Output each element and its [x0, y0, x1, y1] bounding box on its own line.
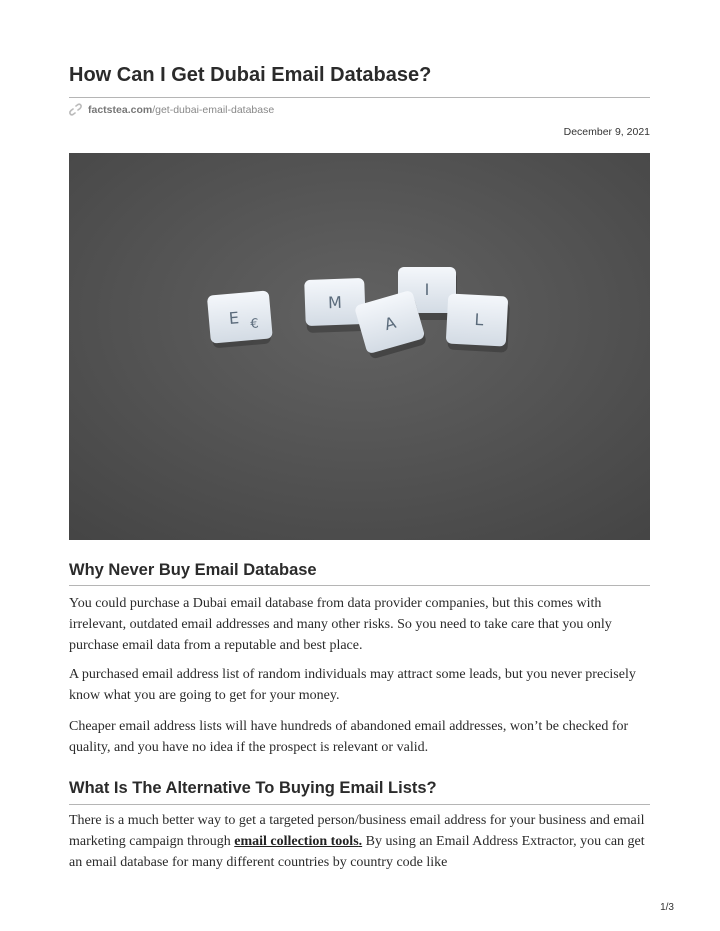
page-title: How Can I Get Dubai Email Database?	[69, 64, 432, 86]
tile-e	[207, 290, 273, 348]
hero-image	[69, 153, 650, 540]
section-divider	[69, 804, 650, 805]
paragraph	[69, 810, 659, 873]
source-path: /get-dubai-email-database	[152, 103, 275, 116]
paragraph: A purchased email address list of random individuals may attract some leads, but you never precisely know what you are going to get for your money.	[69, 667, 636, 703]
paragraph: You could purchase a Dubai email database from data provider companies, but this comes with irrelevant, outdated email addresses and many other risks. So you need to take care that you only purchase email data from a reputable and best place.	[69, 596, 612, 653]
page-number: 1/3	[660, 902, 674, 913]
link-dot: .	[358, 834, 363, 849]
tile-letter: L	[474, 309, 484, 330]
tile-letter: I	[424, 280, 430, 299]
source-domain: factstea.com	[88, 103, 153, 116]
tile-m	[304, 278, 366, 333]
section-heading: What Is The Alternative To Buying Email Lists?	[69, 779, 437, 797]
email-collection-tools-link[interactable]	[234, 834, 362, 849]
section-divider	[69, 585, 650, 586]
tile-sub: €	[249, 316, 260, 333]
title-divider	[69, 97, 650, 98]
tile-letter: M	[327, 292, 343, 313]
paragraph: Cheaper email address lists will have hundreds of abandoned email addresses, won’t be checked for quality, and you have no idea if the prospect is relevant or valid.	[69, 719, 629, 755]
section-heading: Why Never Buy Email Database	[69, 561, 317, 579]
tile-letter: A	[382, 312, 399, 335]
publish-date: December 9, 2021	[563, 126, 650, 138]
tile-letter: E	[228, 308, 240, 328]
tile-l	[445, 293, 510, 352]
link-text: email collection tools	[234, 834, 359, 849]
source-link[interactable]	[69, 103, 274, 116]
paragraph-text: There is a much better way to get a targeted person/business email address for your business and email marketing campaign through	[69, 813, 645, 849]
link-icon	[69, 103, 82, 116]
paragraph-text: By using an Email Address Extractor, you can get an email database for many different countries by country code like	[69, 834, 645, 870]
